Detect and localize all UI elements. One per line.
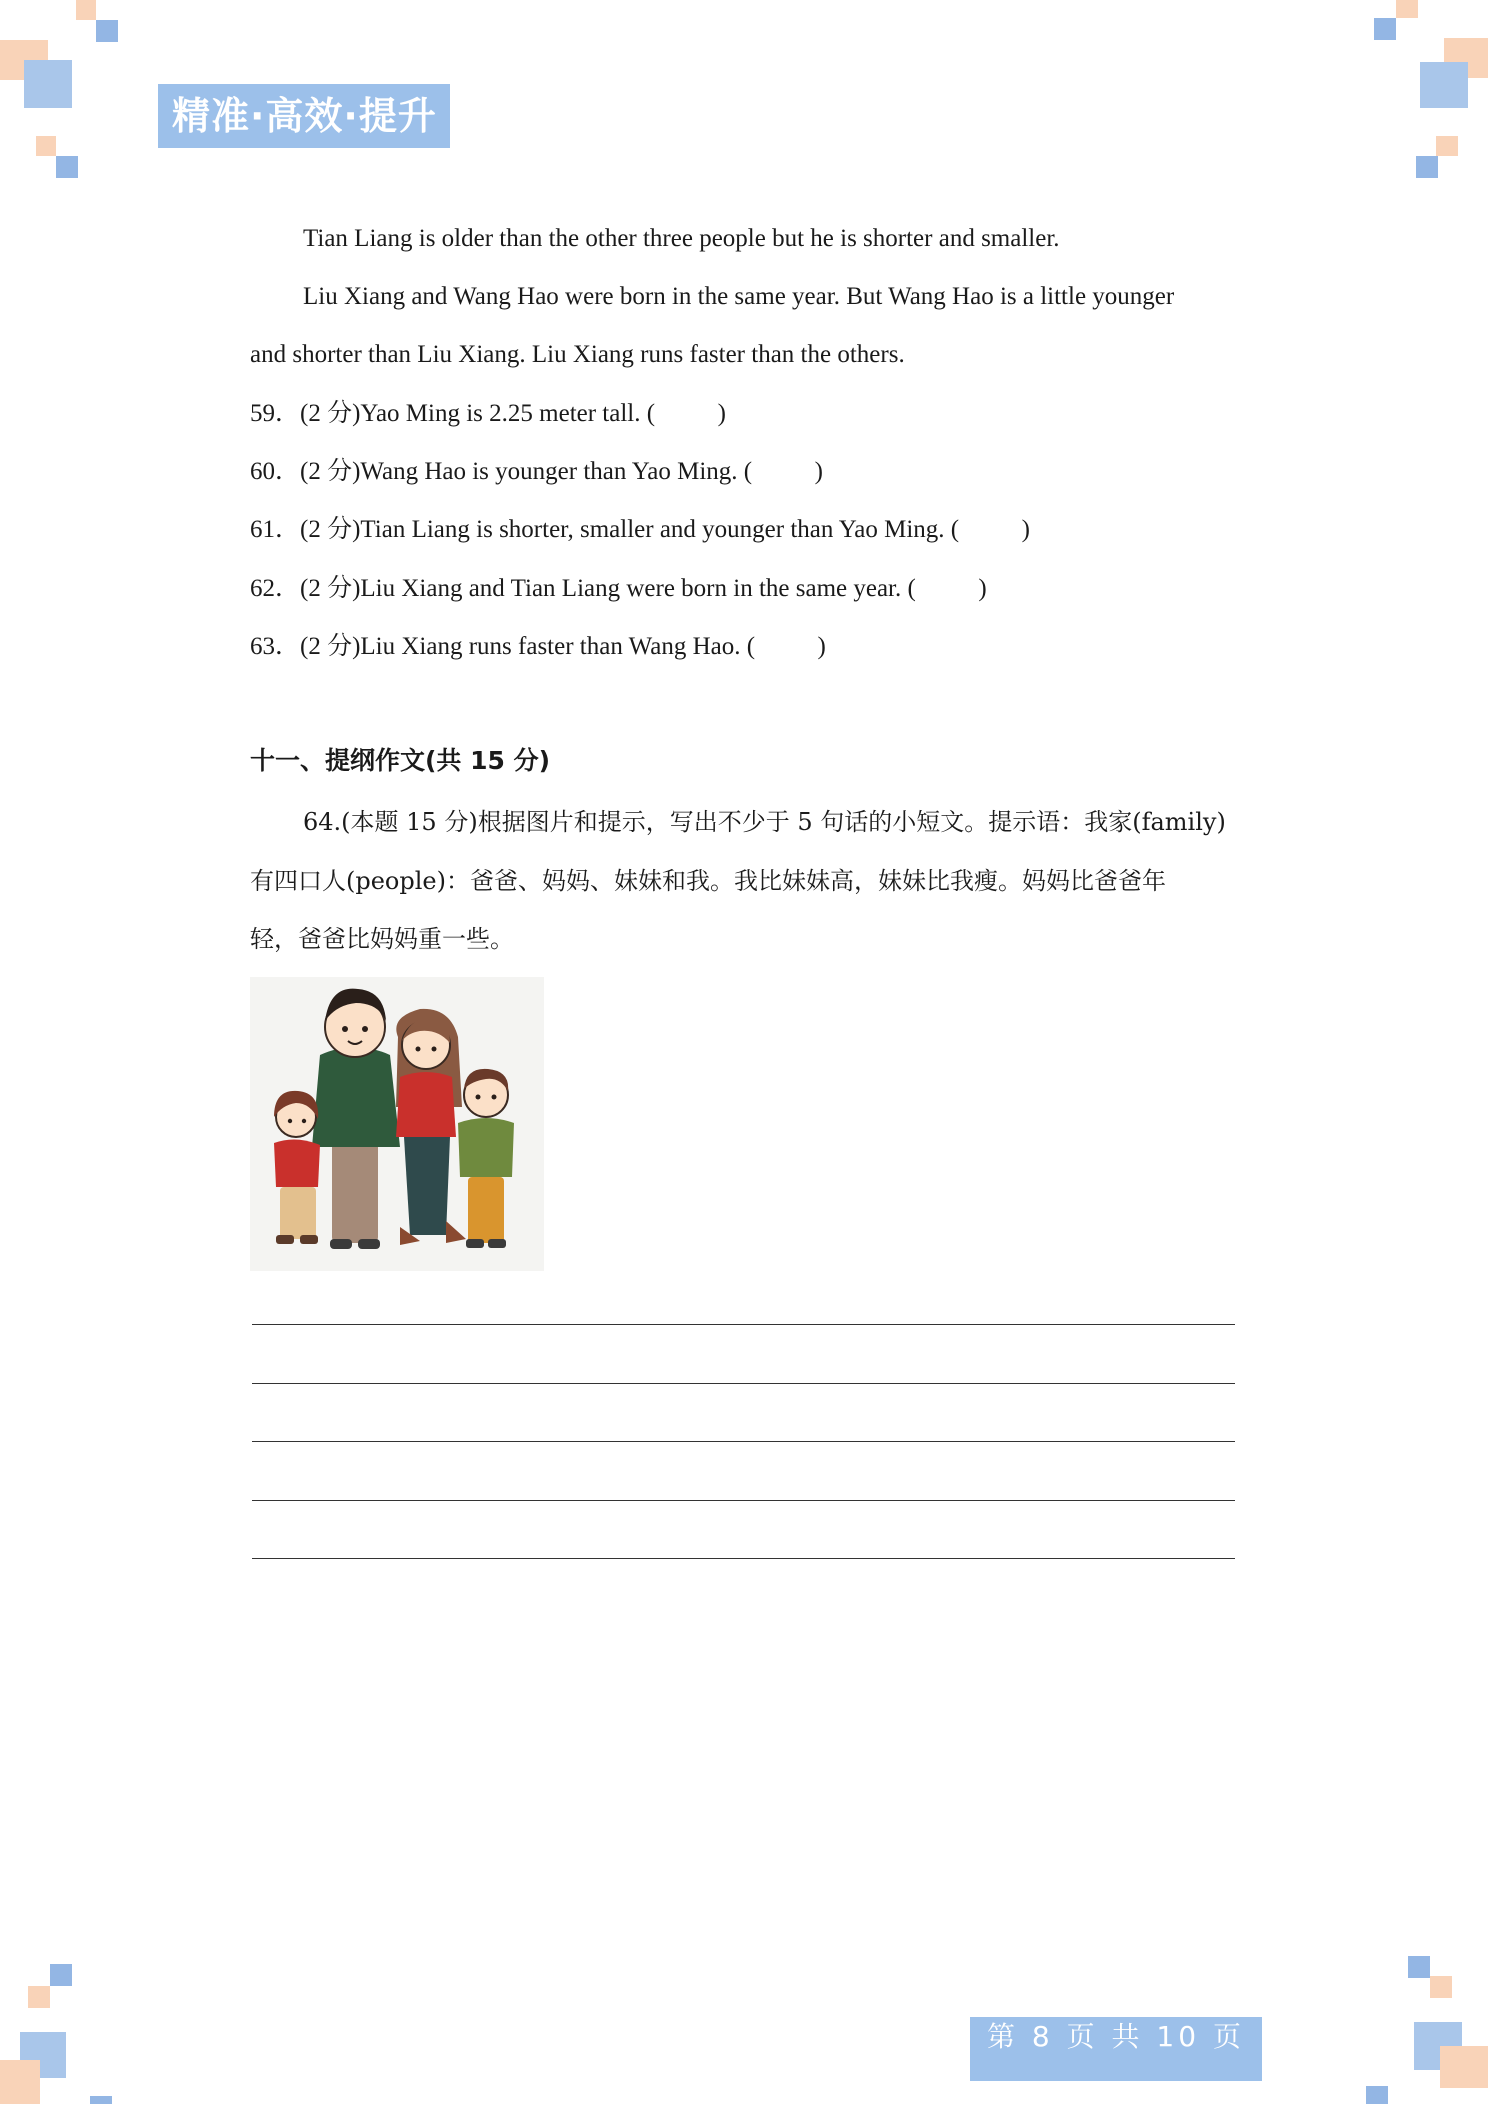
question-60: 60．(2 分)Wang Hao is younger than Yao Ming. ( ): [250, 458, 823, 485]
header-banner: 精准·高效·提升: [158, 84, 450, 148]
answer-line[interactable]: [252, 1383, 1235, 1384]
prompt-line: 64.(本题 15 分)根据图片和提示，写出不少于 5 句话的小短文。提示语：我家(family): [303, 808, 1226, 836]
mother-figure: [396, 1009, 466, 1245]
prompt-line: 轻，爸爸比妈妈重一些。: [250, 925, 514, 953]
answer-line[interactable]: [252, 1558, 1235, 1559]
answer-line[interactable]: [252, 1324, 1235, 1325]
prompt-line: 有四口人(people)：爸爸、妈妈、妹妹和我。我比妹妹高，妹妹比我瘦。妈妈比爸爸年: [250, 867, 1166, 895]
page-number: 第 8 页 共 10 页: [970, 2017, 1262, 2081]
section-title: 十一、提纲作文(共 15 分): [250, 746, 551, 775]
family-illustration: [250, 977, 544, 1271]
sister-figure: [274, 1091, 320, 1244]
question-61: 61．(2 分)Tian Liang is shorter, smaller and younger than Yao Ming. ( ): [250, 516, 1030, 543]
answer-line[interactable]: [252, 1441, 1235, 1442]
answer-line[interactable]: [252, 1500, 1235, 1501]
question-62: 62．(2 分)Liu Xiang and Tian Liang were born in the same year. ( ): [250, 575, 987, 602]
question-63: 63．(2 分)Liu Xiang runs faster than Wang Hao. ( ): [250, 633, 826, 660]
passage-line: Tian Liang is older than the other three people but he is shorter and smaller.: [303, 225, 1060, 252]
passage-line: and shorter than Liu Xiang. Liu Xiang runs faster than the others.: [250, 341, 905, 368]
passage-line: Liu Xiang and Wang Hao were born in the same year. But Wang Hao is a little younger: [303, 283, 1175, 310]
question-59: 59．(2 分)Yao Ming is 2.25 meter tall. ( ): [250, 400, 726, 427]
boy-figure: [458, 1069, 514, 1248]
father-figure: [312, 989, 400, 1249]
